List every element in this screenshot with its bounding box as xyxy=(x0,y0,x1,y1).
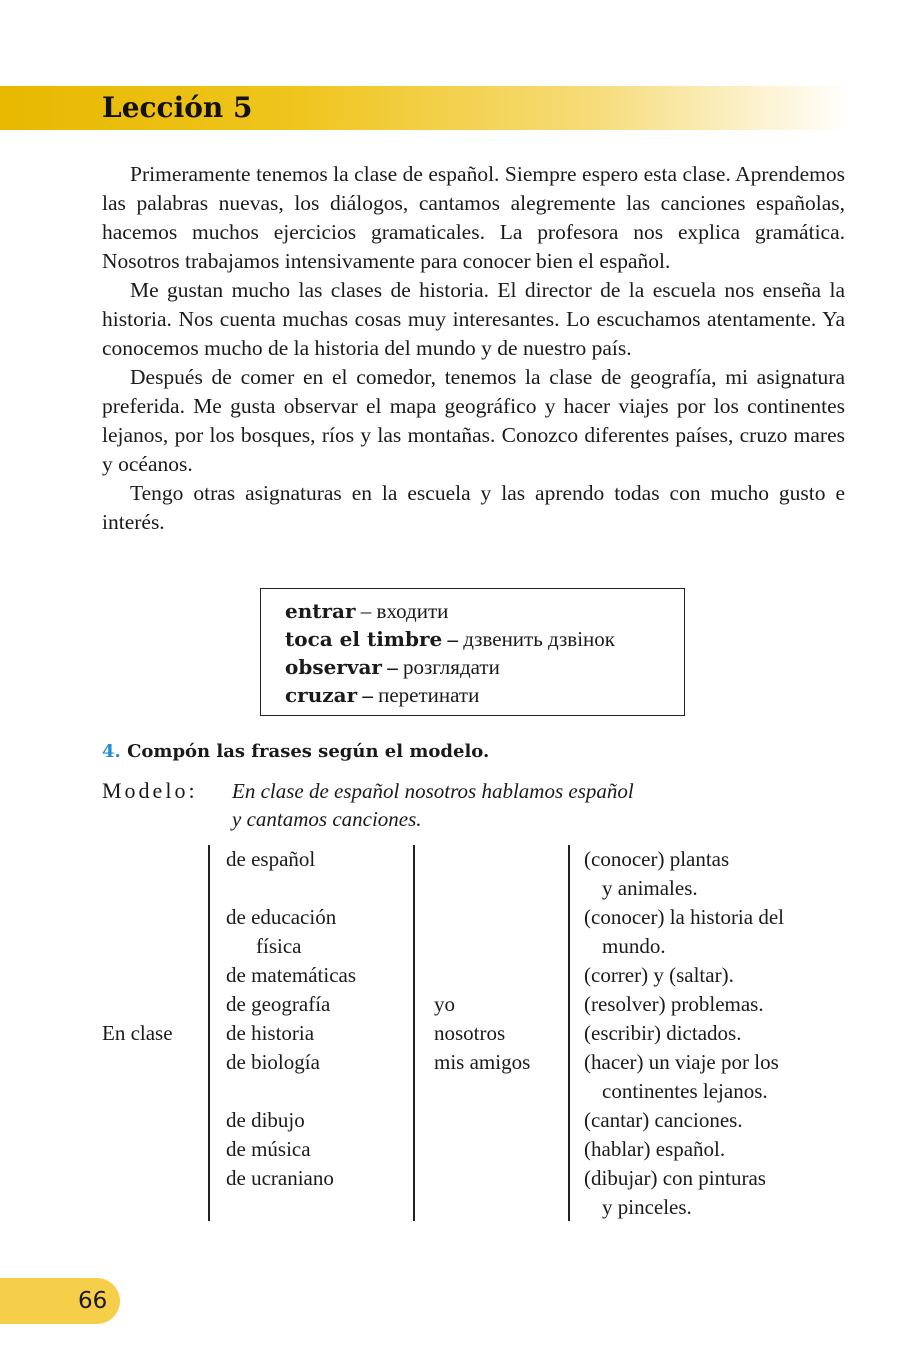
table-cell: física xyxy=(256,934,302,958)
model-line: y cantamos canciones. xyxy=(232,807,422,831)
column-divider xyxy=(413,845,415,1221)
table-cell: de ucraniano xyxy=(226,1166,334,1190)
table-cell: de dibujo xyxy=(226,1108,305,1132)
table-cell: (dibujar) con pinturas xyxy=(584,1166,766,1190)
table-column-actions xyxy=(584,845,784,1222)
table-cell: de educación xyxy=(226,905,337,929)
vocabulary-separator: – xyxy=(447,627,458,651)
vocabulary-item xyxy=(285,625,684,653)
page-number: 66 xyxy=(78,1288,108,1314)
table-cell: de matemáticas xyxy=(226,963,357,987)
table-cell: de historia xyxy=(226,1021,315,1045)
vocabulary-term: toca el timbre xyxy=(285,627,443,651)
paragraph: Después de comer en el comedor, tenemos la clase de geografía, mi asignatura preferida. Me gusta observar el mapa geográfico y hacer viajes por los continentes lejanos, por los bosques, ríos y las montañas. Conozco diferentes países, cruzo mares y océanos. xyxy=(102,365,845,476)
column-divider xyxy=(568,845,570,1221)
vocabulary-item xyxy=(285,653,684,681)
table-column-subjects xyxy=(226,845,356,1193)
table-cell: y animales. xyxy=(602,876,698,900)
table-cell: (hacer) un viaje por los xyxy=(584,1050,779,1074)
table-cell xyxy=(226,1077,356,1106)
table-cell: mundo. xyxy=(602,934,666,958)
lesson-title: Lección 5 xyxy=(102,91,253,124)
table-cell xyxy=(226,874,356,903)
model-sentence xyxy=(232,777,752,833)
vocabulary-translation: входити xyxy=(376,599,449,623)
table-cell: (correr) y (saltar). xyxy=(584,963,734,987)
reading-text xyxy=(102,160,845,537)
table-cell: de geografía xyxy=(226,992,331,1016)
table-cell: (escribir) dictados. xyxy=(584,1021,742,1045)
table-cell: y pinceles. xyxy=(602,1195,692,1219)
substitution-table xyxy=(0,845,918,1225)
table-cell: mis amigos xyxy=(434,1050,531,1074)
vocabulary-separator: – xyxy=(362,683,373,707)
paragraph: Tengo otras asignaturas en la escuela y las aprendo todas con mucho gusto e interés. xyxy=(102,481,845,534)
vocabulary-separator: – xyxy=(360,599,372,623)
vocabulary-translation: розглядати xyxy=(402,655,500,679)
model-label: Modelo: xyxy=(102,778,198,803)
vocabulary-term: entrar xyxy=(285,599,356,623)
vocabulary-item xyxy=(285,597,684,625)
table-cell: de español xyxy=(226,847,316,871)
vocabulary-term: cruzar xyxy=(285,683,358,707)
vocabulary-translation: дзвенить дзвінок xyxy=(463,627,615,651)
table-cell: (resolver) problemas. xyxy=(584,992,764,1016)
vocabulary-term: observar xyxy=(285,655,382,679)
table-cell: (conocer) la historia del xyxy=(584,905,784,929)
table-cell: nosotros xyxy=(434,1021,506,1045)
table-cell: de música xyxy=(226,1137,311,1161)
table-column-subjects-pronouns xyxy=(434,990,530,1077)
exercise-number: 4. xyxy=(102,741,121,762)
table-cell: (cantar) canciones. xyxy=(584,1108,743,1132)
table-cell: continentes lejanos. xyxy=(602,1079,768,1103)
vocabulary-box xyxy=(260,588,685,716)
exercise-heading xyxy=(102,738,842,766)
column-divider xyxy=(208,845,210,1221)
vocabulary-separator: – xyxy=(387,655,398,679)
vocabulary-translation: перетинати xyxy=(378,683,480,707)
vocabulary-item xyxy=(285,681,684,709)
paragraph: Me gustan mucho las clases de historia. El director de la escuela nos enseña la historia. Nos cuenta muchas cosas muy interesantes. Lo escuchamos atentamente. Ya conocemos mucho de la historia del mundo y de nuestro país. xyxy=(102,278,845,360)
model-line: En clase de español nosotros hablamos español xyxy=(232,779,634,803)
paragraph: Primeramente tenemos la clase de español. Siempre espero esta clase. Aprendemos las palabras nuevas, los diálogos, cantamos alegremente las canciones españolas, hacemos muchos ejercicios gramaticales. La profesora nos explica gramática. Nosotros trabajamos intensivamente para conocer bien el español. xyxy=(102,162,845,273)
table-cell: de biología xyxy=(226,1050,320,1074)
table-cell: En clase xyxy=(102,1021,173,1045)
table-cell: yo xyxy=(434,992,455,1016)
table-cell: (conocer) plantas xyxy=(584,847,730,871)
table-cell: (hablar) español. xyxy=(584,1137,726,1161)
table-column-intro xyxy=(102,1019,173,1048)
exercise-instruction: Compón las frases según el modelo. xyxy=(127,741,490,762)
